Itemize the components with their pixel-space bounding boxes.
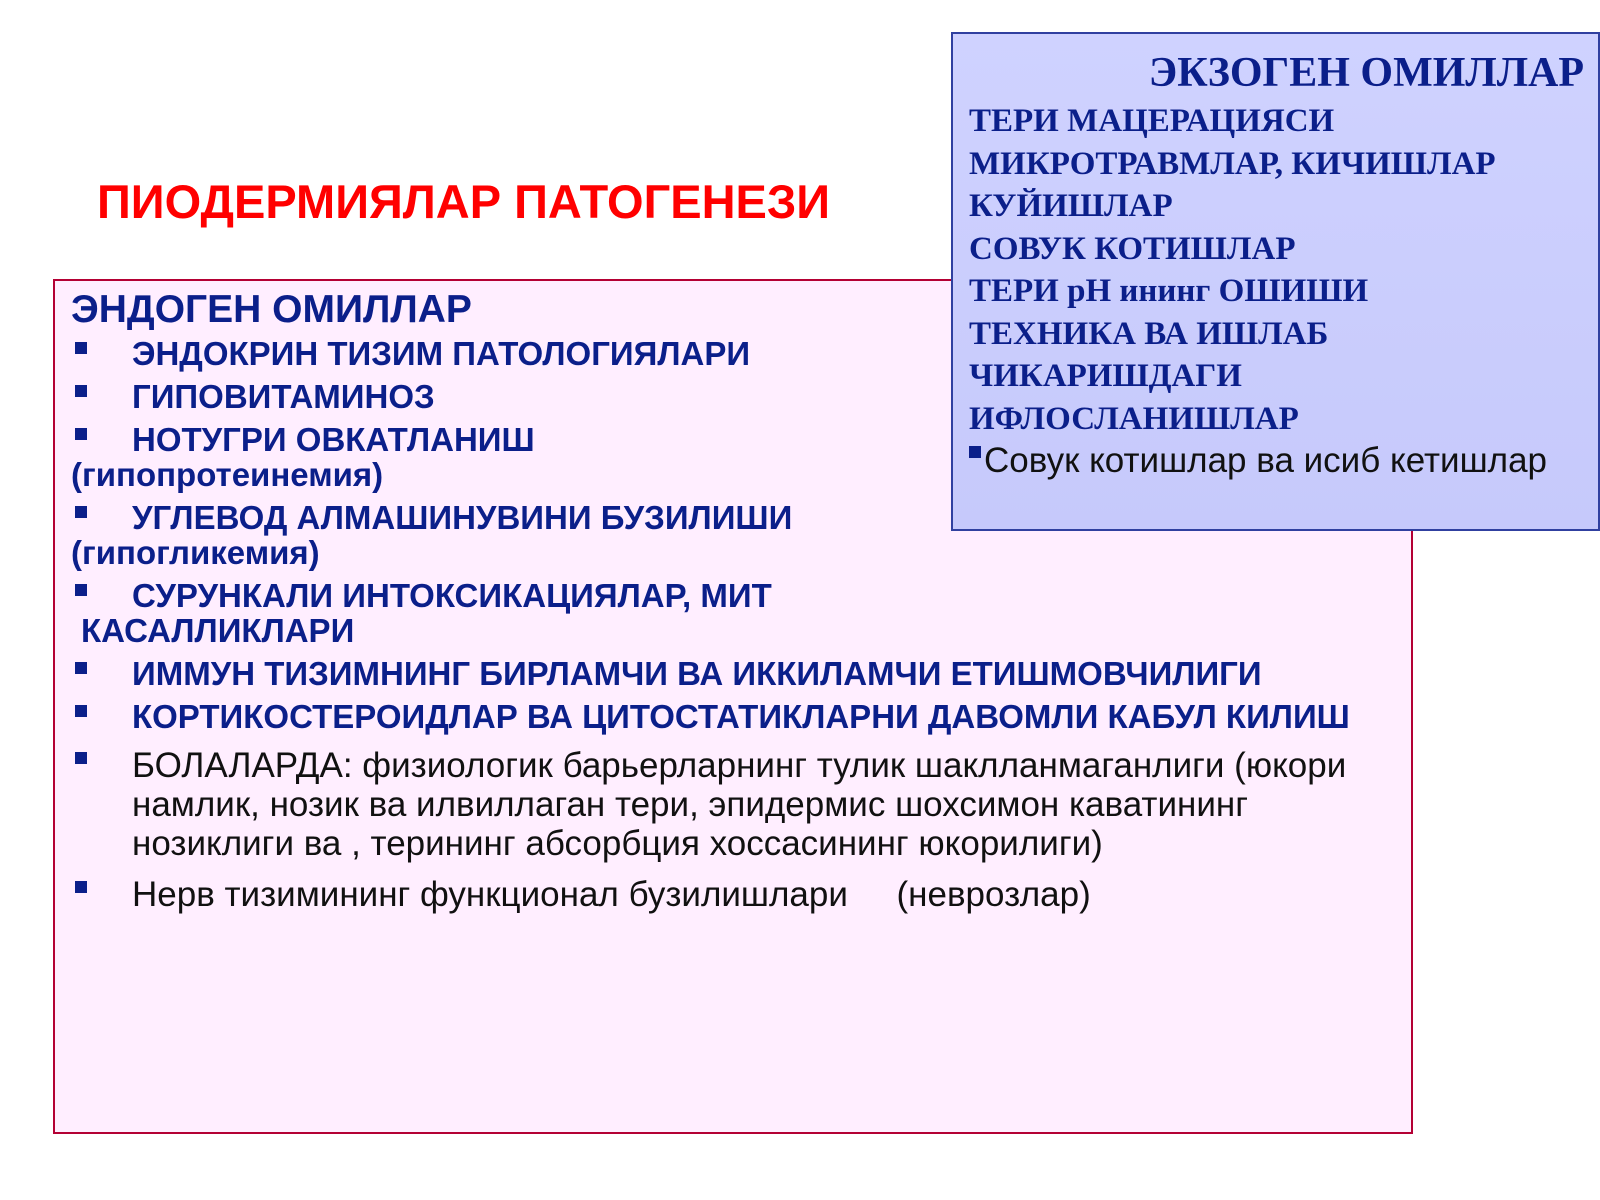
- square-bullet-icon: [75, 385, 87, 397]
- list-item: СУРУНКАЛИ ИНТОКСИКАЦИЯЛАР, МИТ КАСАЛЛИКЛАРИ: [71, 578, 1401, 648]
- list-item: МИКРОТРАВМЛАР, КИЧИШЛАР: [969, 145, 1496, 182]
- list-item: СОВУК КОТИШЛАР: [969, 230, 1296, 267]
- list-item: Нерв тизимининг функционал бузилишлари (неврозлар): [71, 875, 1401, 914]
- exogenous-note-text: Совук котишлар ва исиб кетишлар: [984, 441, 1548, 480]
- list-item: ГИПОВИТАМИНОЗ: [71, 379, 1401, 414]
- exogenous-list: [969, 100, 1589, 440]
- square-bullet-icon: [75, 428, 87, 440]
- list-item: ТЕРИ рН ининг ОШИШИ: [969, 273, 1369, 309]
- list-item: БОЛАЛАРДА: физиологик барьерларнинг тулик шаклланмаганлиги (юкори намлик, нозик ва илвиллаган тери, эпидермис шохсимон каватининг нозиклиги ва , терининг абсорбция хоссасининг юкорилиги): [71, 746, 1401, 863]
- slide-title: ПИОДЕРМИЯЛАР ПАТОГЕНЕЗИ: [97, 175, 831, 228]
- exogenous-note: [969, 442, 1589, 480]
- list-item: ЭНДОКРИН ТИЗИМ ПАТОЛОГИЯЛАРИ: [71, 336, 1401, 371]
- list-item: ИММУН ТИЗИМНИНГ БИРЛАМЧИ ВА ИККИЛАМЧИ ЕТИШМОВЧИЛИГИ: [71, 656, 1401, 691]
- list-item: ИФЛОСЛАНИШЛАР: [969, 400, 1299, 437]
- list-item: ЧИКАРИШДАГИ: [969, 358, 1242, 394]
- square-bullet-icon: [969, 446, 981, 458]
- exogenous-factors-box: [951, 32, 1600, 531]
- exogenous-heading: ЭКЗОГЕН ОМИЛЛАР: [1148, 50, 1584, 96]
- list-item: КОРТИКОСТЕРОИДЛАР ВА ЦИТОСТАТИКЛАРНИ ДАВОМЛИ КАБУЛ КИЛИШ: [71, 699, 1401, 734]
- square-bullet-icon: [75, 342, 87, 354]
- square-bullet-icon: [75, 752, 87, 764]
- list-item: НОТУГРИ ОВКАТЛАНИШ (гипопротеинемия): [71, 421, 535, 493]
- square-bullet-icon: [75, 662, 87, 674]
- list-item: ТЕХНИКА ВА ИШЛАБ: [969, 315, 1329, 352]
- square-bullet-icon: [75, 881, 87, 893]
- list-item: УГЛЕВОД АЛМАШИНУВИНИ БУЗИЛИШИ (гипогликемия): [71, 499, 793, 571]
- list-item: КУЙИШЛАР: [969, 188, 1173, 224]
- square-bullet-icon: [75, 705, 87, 717]
- endogenous-heading: ЭНДОГЕН ОМИЛЛАР: [71, 288, 472, 331]
- list-item: ТЕРИ МАЦЕРАЦИЯСИ: [969, 103, 1335, 139]
- square-bullet-icon: [75, 584, 87, 596]
- square-bullet-icon: [75, 506, 87, 518]
